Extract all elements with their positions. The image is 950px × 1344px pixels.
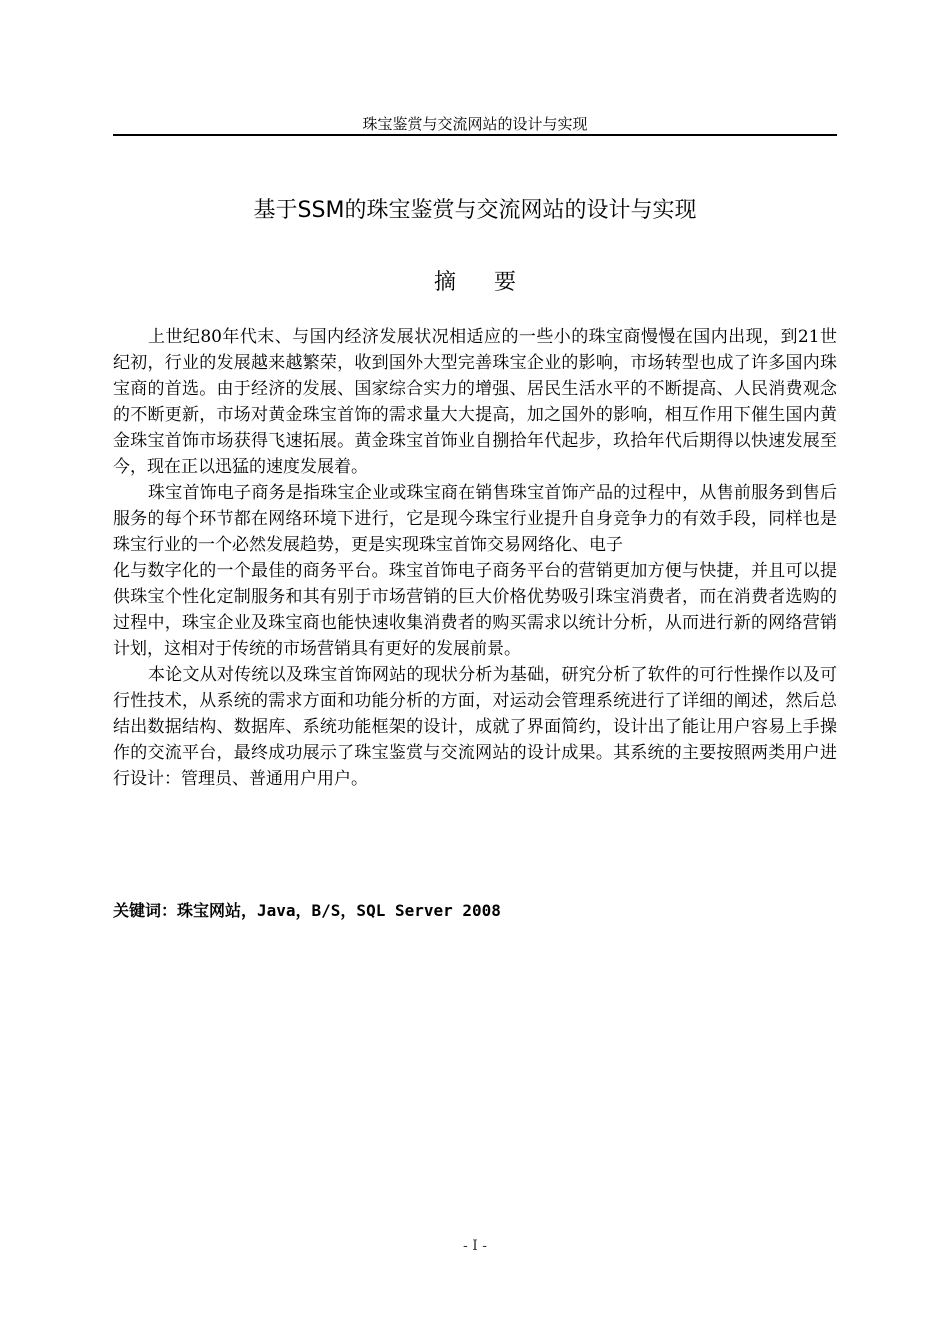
abstract-heading-char-1: 摘 <box>433 270 456 295</box>
running-header: 珠宝鉴赏与交流网站的设计与实现 <box>362 115 588 133</box>
abstract-paragraph-3: 化与数字化的一个最佳的商务平台。珠宝首饰电子商务平台的营销更加方便与快捷，并且可以提供珠宝个性化定制服务和其有别于市场营销的巨大价格优势吸引珠宝消费者，而在消费者选购的过程中，珠宝企业及珠宝商也能快速收集消费者的购买需求以统计分析，从而进行新的网络营销计划，这相对于传统的市场营销具有更好的发展前景。 <box>113 561 837 659</box>
abstract-paragraph-4: 本论文从对传统以及珠宝首饰网站的现状分析为基础，研究分析了软件的可行性操作以及可行性技术，从系统的需求方面和功能分析的方面，对运动会管理系统进行了详细的阐述，然后总结出数据结构、数据库、系统功能框架的设计，成就了界面简约，设计出了能让用户容易上手操作的交流平台，最终成功展示了珠宝鉴赏与交流网站的设计成果。其系统的主要按照两类用户进行设计：管理员、普通用户用户。 <box>113 665 837 789</box>
abstract-body <box>113 324 837 792</box>
document-title: 基于SSM的珠宝鉴赏与交流网站的设计与实现 <box>253 198 697 223</box>
page-number: - I - <box>463 1238 487 1254</box>
abstract-heading <box>113 267 837 299</box>
abstract-heading-char-2: 要 <box>494 270 517 295</box>
abstract-paragraph-1: 上世纪80年代末、与国内经济发展状况相适应的一些小的珠宝商慢慢在国内出现，到21世纪初，行业的发展越来越繁荣，收到国外大型完善珠宝企业的影响，市场转型也成了许多国内珠宝商的首选。由于经济的发展、国家综合实力的增强、居民生活水平的不断提高、人民消费观念的不断更新，市场对黄金珠宝首饰的需求量大大提高，加之国外的影响，相互作用下催生国内黄金珠宝首饰市场获得飞速拓展。黄金珠宝首饰业自捌拾年代起步，玖拾年代后期得以快速发展至今，现在正以迅猛的速度发展着。 <box>113 327 837 477</box>
header-rule <box>113 134 837 136</box>
abstract-paragraph-2: 珠宝首饰电子商务是指珠宝企业或珠宝商在销售珠宝首饰产品的过程中，从售前服务到售后服务的每个环节都在网络环境下进行，它是现今珠宝行业提升自身竞争力的有效手段，同样也是珠宝行业的一个必然发展趋势，更是实现珠宝首饰交易网络化、电子 <box>113 483 837 555</box>
keywords-line: 关键词：珠宝网站，Java，B/S，SQL Server 2008 <box>113 901 501 920</box>
